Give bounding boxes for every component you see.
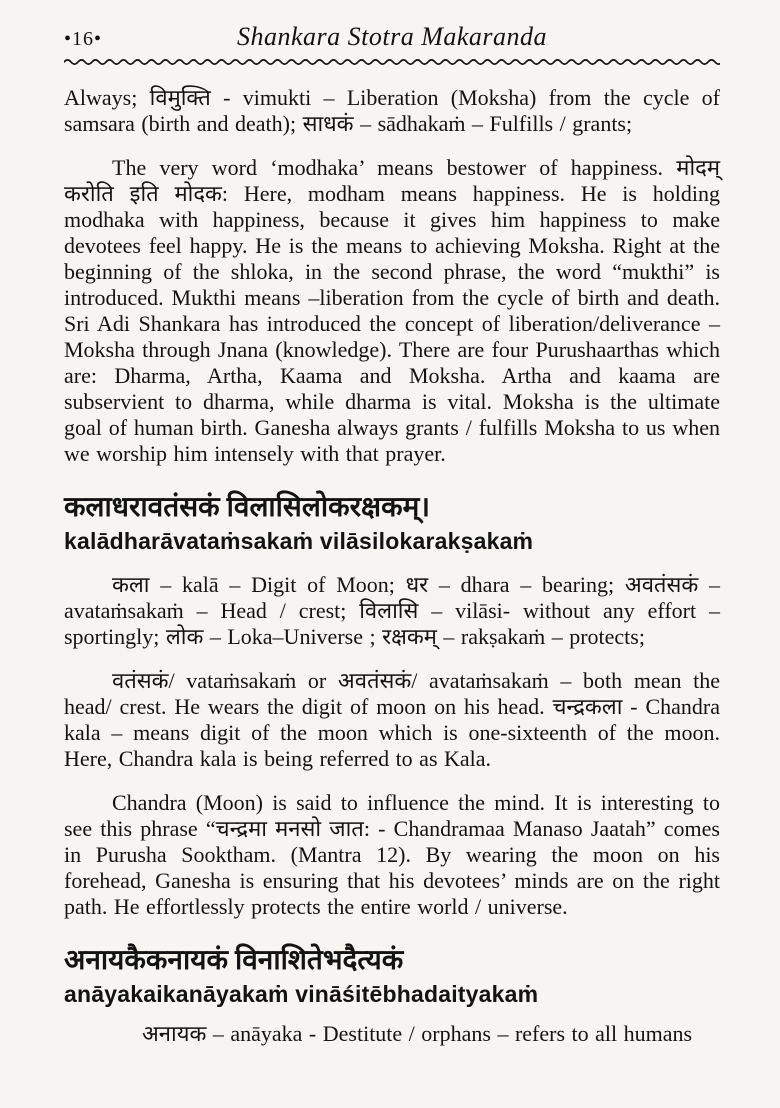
shloka-transliteration-2: anāyakaikanāyakaṁ vināśitēbhadaityakaṁ [64, 981, 539, 1007]
paragraph-chandra: Chandra (Moon) is said to influence the mind. It is interesting to see this phrase “चन्द्रमा मनसो जात: - Chandramaa Manaso Jaatah” comes in Purusha Sooktham. (Mantra 12). By wearing the moon on his forehead, Ganesha is ensuring that his devotees’ minds are on the right path. He effortlessly protects the entire world / universe. [64, 790, 720, 919]
shloka-heading-1 [64, 491, 720, 554]
shloka-heading-2 [64, 944, 720, 1007]
paragraph-modhaka: The very word ‘modhaka’ means bestower of happiness. मोदम् करोति इति मोदक: Here, modham means happiness. He is holding modhaka with happiness, because it gives him happiness to make devotees feel happy. He is the means to achieving Moksha. Right at the beginning of the shloka, in the second phrase, the word “mukthi” is introduced. Mukthi means –liberation from the cycle of birth and death. Sri Adi Shankara has introduced the concept of liberation/deliverance – Moksha through Jnana (knowledge). There are four Purushaarthas which are: Dharma, Artha, Kaama and Moksha. Artha and kaama are subservient to dharma, while dharma is vital. Moksha is the ultimate goal of human birth. Ganesha always grants / fulfills Moksha to us when we worship him intensely with that prayer. [64, 155, 720, 466]
paragraph-vatamsakam: वतंसकं/ vataṁsakaṁ or अवतंसकं/ avataṁsakaṁ – both mean the head/ crest. He wears the digit of moon on his head. चन्द्रकला - Chandra kala – means digit of the moon which is one-sixteenth of the moon. Here, Chandra kala is being referred to as Kala. [64, 668, 720, 771]
wavy-divider-path [64, 60, 720, 64]
paragraph-word-meanings-1: कला – kalā – Digit of Moon; धर – dhara – bearing; अवतंसकं – avataṁsakaṁ – Head / crest; विलासि – vilāsi- without any effort – sportingly; लोक – Loka–Universe ; रक्षकम् – rakṣakaṁ – protects; [64, 572, 720, 649]
shloka-sanskrit-2: अनायकैकनायकं विनाशितेभदैत्यकं [64, 945, 404, 976]
shloka-transliteration-1: kalādharāvataṁsakaṁ vilāsilokarakṣakaṁ [64, 528, 534, 554]
page-header [64, 22, 720, 52]
shloka-sanskrit-1: कलाधरावतंसकं विलासिलोकरक्षकम्। [64, 492, 430, 523]
paragraph-anayaka: अनायक – anāyaka - Destitute / orphans – refers to all humans [142, 1021, 693, 1046]
page-title: Shankara Stotra Makaranda [236, 22, 548, 51]
wavy-divider [64, 57, 720, 67]
page-number: •16• [64, 28, 103, 50]
paragraph-vimukti: Always; विमुक्ति - vimukti – Liberation (Moksha) from the cycle of samsara (birth and death); साधकं – sādhakaṁ – Fulfills / grants; [64, 85, 720, 136]
